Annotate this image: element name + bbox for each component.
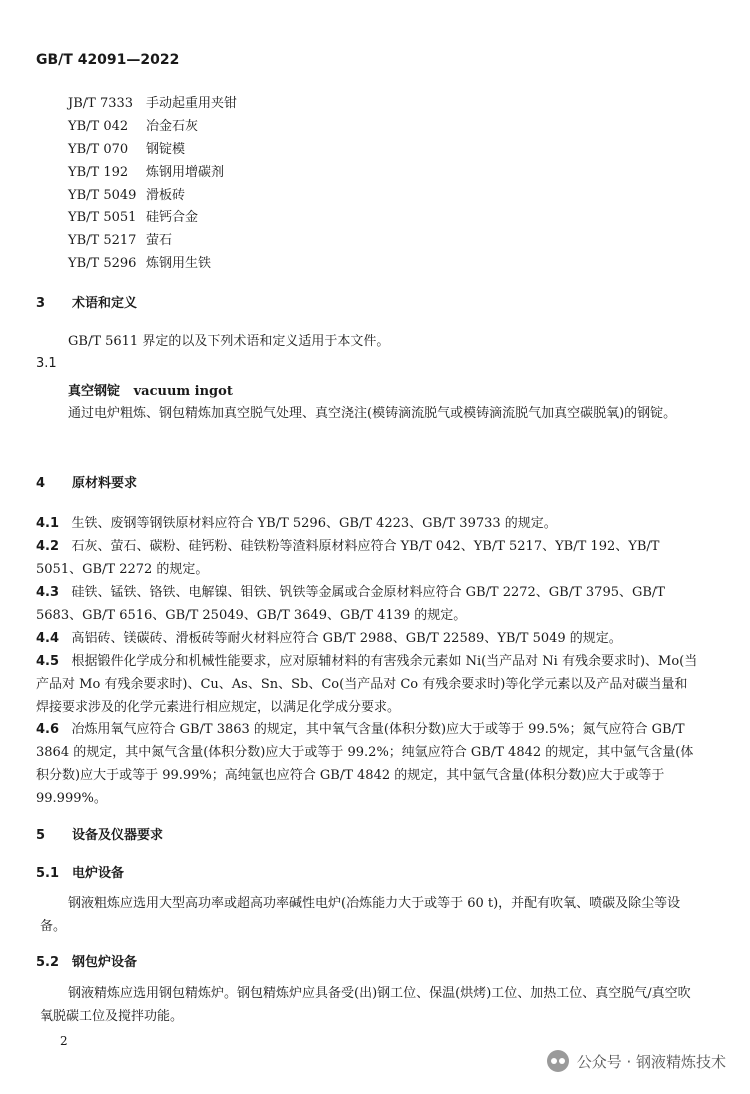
reference-item: JB/T 7333 手动起重用夹钳 — [68, 96, 238, 111]
wechat-icon — [547, 1050, 569, 1072]
reference-item: YB/T 5296 炼钢用生铁 — [68, 256, 212, 271]
watermark — [547, 1050, 726, 1072]
clause: 4.6 冶炼用氧气应符合 GB/T 3863 的规定，其中氧气含量(体积分数)应大于或等于 99.5%；氮气应符合 GB/T 3864 的规定，其中氮气含量(体积分数)应大于或等于 99.2%；纯氩应符合 GB/T 4842 的规定，其中氩气含量(体积分数)应大于或等于 99.99%；高纯氩也应符合 GB/T 4842 的规定，其中氩气含量(体积分数)应大于或等于 99.999%。 — [36, 722, 694, 806]
page-number: 2 — [60, 1034, 68, 1048]
clause: 4.2 石灰、萤石、碳粉、硅钙粉、硅铁粉等渣料原材料应符合 YB/T 042、YB/T 5217、YB/T 192、YB/T 5051、GB/T 2272 的规定。 — [36, 539, 660, 577]
reference-item: YB/T 192 炼钢用增碳剂 — [68, 165, 225, 180]
reference-item: YB/T 5217 萤石 — [68, 233, 173, 248]
term-definition: 通过电炉粗炼、钢包精炼加真空脱气处理、真空浇注(模铸滴流脱气或模铸滴流脱气加真空碳脱氧)的钢锭。 — [68, 406, 677, 421]
clause: 4.3 硅铁、锰铁、铬铁、电解镍、钼铁、钒铁等金属或合金原材料应符合 GB/T 2272、GB/T 3795、GB/T 5683、GB/T 6516、GB/T 25049、GB/T 3649、GB/T 4139 的规定。 — [36, 585, 665, 623]
term-zh: 真空钢锭 — [68, 384, 121, 399]
watermark-text: 公众号 · 钢液精炼技术 — [576, 1052, 726, 1071]
clause: 4.4 高铝砖、镁碳砖、滑板砖等耐火材料应符合 GB/T 2988、GB/T 22589、YB/T 5049 的规定。 — [36, 631, 622, 646]
term-en: vacuum ingot — [133, 384, 233, 399]
section-heading: 5 设备及仪器要求 — [36, 828, 164, 843]
clause: 4.1 生铁、废钢等钢铁原材料应符合 YB/T 5296、GB/T 4223、GB/T 39733 的规定。 — [36, 516, 557, 531]
reference-item: YB/T 070 钢锭模 — [68, 142, 186, 157]
subsection-heading: 5.2 钢包炉设备 — [36, 955, 138, 970]
section-heading: 3 术语和定义 — [36, 296, 138, 311]
subsection-text: 钢液粗炼应选用大型高功率或超高功率碱性电炉(冶炼能力大于或等于 60 t)，并配有吹氧、喷碳及除尘等设备。 — [40, 896, 681, 934]
section-heading: 4 原材料要求 — [36, 476, 138, 491]
subsection-heading: 5.1 电炉设备 — [36, 866, 125, 881]
term-number: 3.1 — [36, 356, 57, 371]
clause: 4.5 根据锻件化学成分和机械性能要求，应对原辅材料的有害残余元素如 Ni(当产品对 Ni 有残余要求时)、Mo(当产品对 Mo 有残余要求时)、Cu、As、Sn、Sb、Co(当产品对 Co 有残余要求时)等化学元素以及产品对碳当量和焊接要求涉及的化学元素进行相应规定，以满足化学成分要求。 — [36, 654, 698, 715]
section-intro: GB/T 5611 界定的以及下列术语和定义适用于本文件。 — [68, 334, 390, 349]
subsection-text: 钢液精炼应选用钢包精炼炉。钢包精炼炉应具备受(出)钢工位、保温(烘烤)工位、加热工位、真空脱气/真空吹氧脱碳工位及搅拌功能。 — [40, 986, 691, 1024]
reference-item: YB/T 5051 硅钙合金 — [68, 210, 199, 225]
standard-number: GB/T 42091—2022 — [36, 52, 180, 68]
reference-item: YB/T 5049 滑板砖 — [68, 188, 186, 203]
reference-item: YB/T 042 冶金石灰 — [68, 119, 199, 134]
term-heading — [68, 380, 233, 399]
